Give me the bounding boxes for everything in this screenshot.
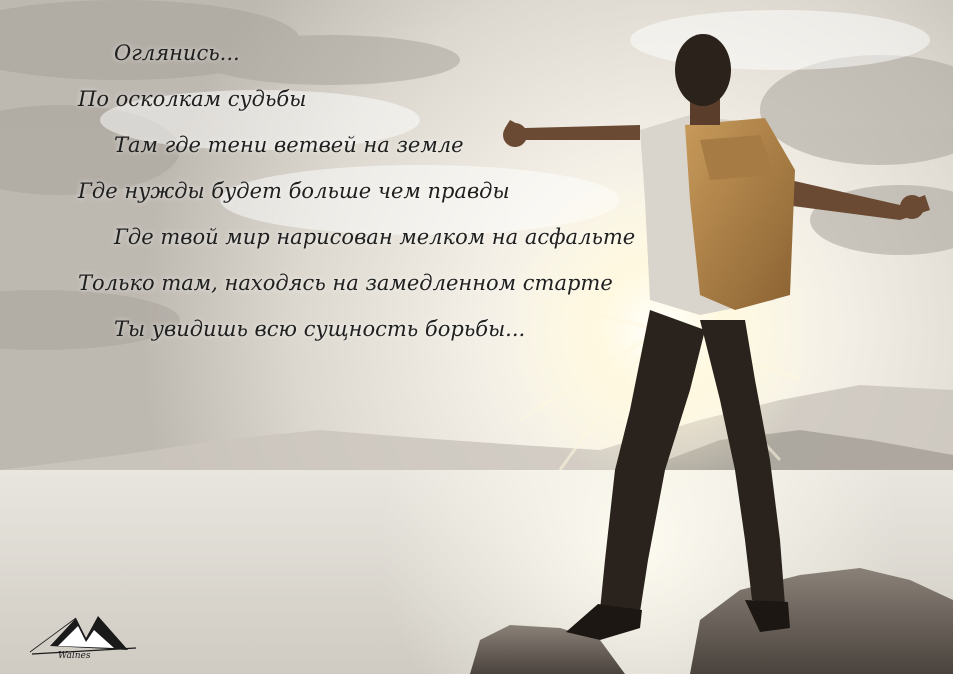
poem-line: Где твой мир нарисован мелком на асфальте	[114, 225, 636, 249]
logo-label: Walnes	[58, 651, 91, 661]
poem-line: По осколкам судьбы	[78, 87, 307, 111]
poem-line: Оглянись...	[114, 41, 240, 65]
poem-line: Ты увидишь всю сущность борьбы...	[114, 317, 526, 341]
poem-line: Где нужды будет больше чем правды	[78, 179, 510, 203]
poem-line: Там где тени ветвей на земле	[114, 133, 464, 157]
poem-line: Только там, находясь на замедленном старте	[78, 271, 613, 295]
poem-text	[78, 30, 698, 352]
